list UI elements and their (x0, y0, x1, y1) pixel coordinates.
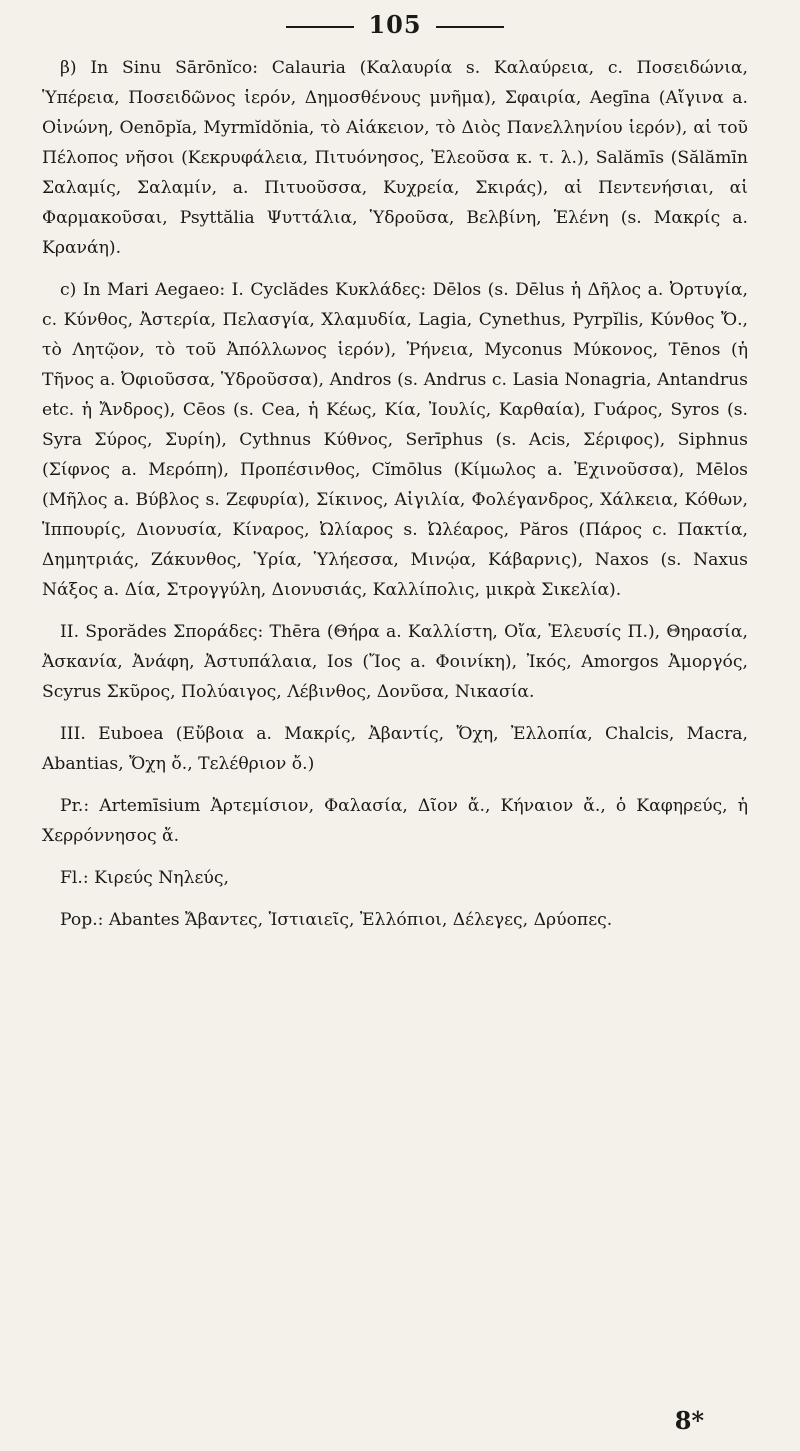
paragraph-flumina: Fl.: Κιρεύς Νηλεύς, (60, 868, 229, 888)
paragraph-euboea: III. Euboea (Εὔβοια a. Μακρίς, Ἀβαντίς, Ὄχη, Ἐλλοπία, Chalcis, Macra, Abantias, Ὄχη ὄ., Τελέθριον ὄ.) (42, 724, 748, 774)
header-rule-left (286, 26, 354, 28)
header-rule-right (436, 26, 504, 28)
page-number: 105 (368, 10, 422, 39)
page-header (42, 10, 748, 39)
paragraph-promontoria: Pr.: Artemīsium Ἀρτεμίσιον, Φαλασία, Δῖον ἄ., Κήναιον ἄ., ὁ Καφηρεύς, ἡ Χερρόννησος ἄ. (42, 796, 748, 846)
paragraph-cyclades: c) In Mari Aegaeo: I. Cyclădes Κυκλάδες: Dēlos (s. Dēlus ἡ Δῆλος a. Ὀρτυγία, c. Κύνθος, Ἀστερία, Πελασγία, Χλαμυδία, Lagia, Cynethus, Pyrpĭlis, Κύνθος Ὄ., τὸ Λητῷον, τὸ τοῦ Ἀπόλλωνος ἱερόν), Ῥήνεια, Myconus Μύκονος, Tēnos (ἡ Τῆνος a. Ὀφιοῦσσα, Ὑδροῦσσα), Andros (s. Andrus c. Lasia Nonagria, Antandrus etc. ἡ Ἄνδρος), Cēos (s. Cea, ἡ Κέως, Κία, Ἰουλίς, Καρθαία), Γυάρος, Syros (s. Syra Σύρος, Συρίη), Cythnus Κύθνος, Serīphus (s. Acis, Σέριφος), Siphnus (Σίφνος a. Μερόπη), Προπέσινθος, Cĭmōlus (Κίμωλος a. Ἐχινοῦσσα), Mēlos (Μῆλος a. Βύβλος s. Ζεφυρία), Σίκινος, Αἰγιλία, Φολέγανδρος, Χάλκεια, Κόθων, Ἱππουρίς, Διονυσία, Κίναρος, Ὠλίαρος s. Ὠλέαρος, Păros (Πάρος c. Πακτία, Δημητριάς, Ζάκυνθος, Ὑρία, Ὑλήεσσα, Μινῴα, Κάβαρνις), Naxos (s. Naxus Νάξος a. Δία, Στρογγύλη, Διονυσιάς, Καλλίπολις, μικρὰ Σικελία). (42, 280, 748, 600)
paragraph-saronic: β) In Sinu Sārōnĭco: Calauria (Καλαυρία s. Καλαύρεια, c. Ποσειδώνια, Ὑπέρεια, Ποσειδῶνος ἱερόν, Δημοσθένους μνῆμα), Σφαιρία, Aegīna (Αἴγινα a. Οἰνώνη, Oenōpĭa, Myrmĭdŏnia, τὸ Αἰάκειον, τὸ Διὸς Πανελληνίου ἱερόν), αἱ τοῦ Πέλοπος νῆσοι (Κεκρυφάλεια, Πιτυόνησος, Ἐλεοῦσα κ. τ. λ.), Salămīs (Sălămīn Σαλαμίς, Σαλαμίν, a. Πιτυοῦσσα, Κυχρεία, Σκιράς), αἱ Πεντενήσιαι, αἱ Φαρμακοῦσαι, Psyttălia Ψυττάλια, Ὑδροῦσα, Βελβίνη, Ἑλένη (s. Μακρίς a. Κρανάη). (42, 58, 748, 258)
signature-mark: 8* (674, 1406, 704, 1435)
paragraph-populi: Pop.: Abantes Ἄβαντες, Ἱστιαιεῖς, Ἐλλόπιοι, Δέλεγες, Δρύοπες. (60, 910, 613, 930)
paragraph-sporades: II. Sporădes Σποράδες: Thēra (Θήρα a. Καλλίστη, Οἴα, Ἐλευσίς Π.), Θηρασία, Ἀσκανία, Ἀνάφη, Ἀστυπάλαια, Ios (Ἴος a. Φοινίκη), Ἰκός, Amorgos Ἀμοργός, Scyrus Σκῦρος, Πολύαιγος, Λέβινθος, Δονῦσα, Νικασία. (42, 622, 748, 702)
